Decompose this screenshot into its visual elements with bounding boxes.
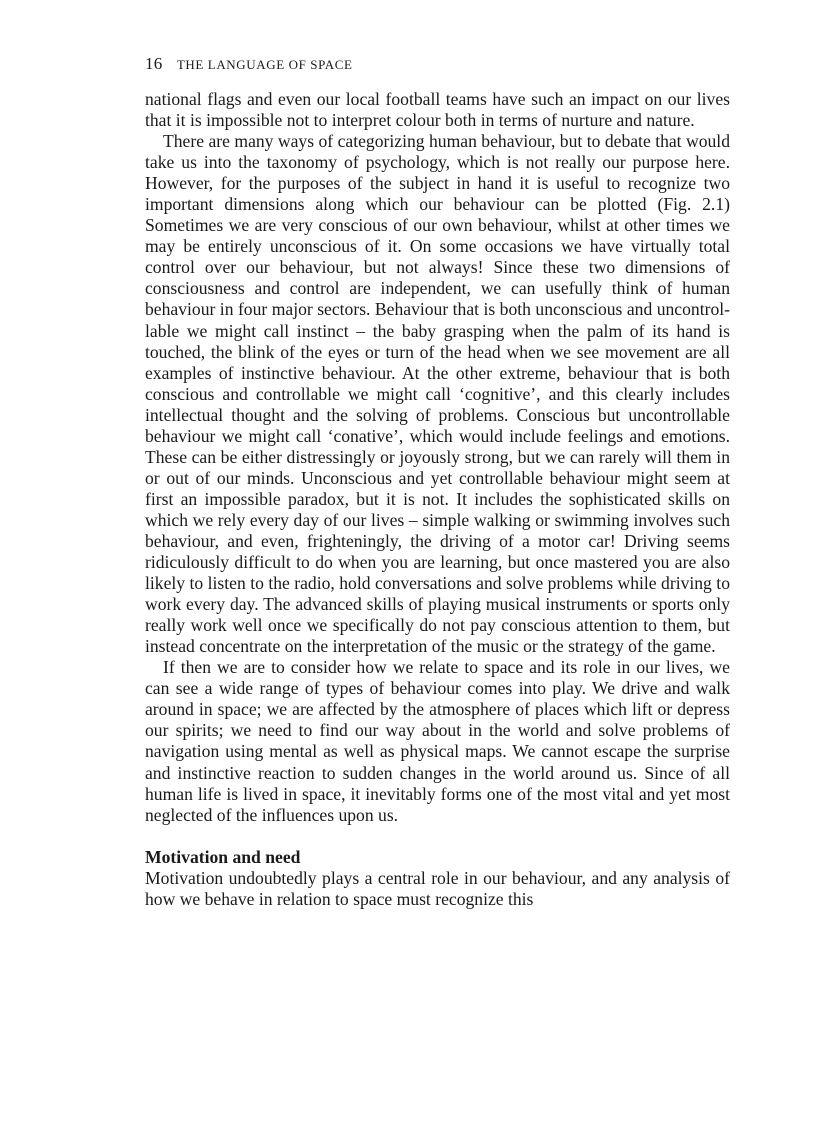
paragraph-continued: national flags and even our local football teams have such an impact on our lives that it is impossible not to interpret colour both in terms of nurture and nature.: [145, 89, 730, 131]
running-head: [145, 52, 730, 77]
book-page: [145, 52, 730, 910]
paragraph-space-behaviour: If then we are to consider how we relate to space and its role in our lives, we can see a wide range of types of behaviour comes into play. We drive and walk around in space; we are affected by the atmosphere of places which lift or depress our spirits; we need to find our way about in the world and solve problems of navigation using mental as well as physical maps. We cannot escape the surprise and instinctive reaction to sudden changes in the world around us. Since of all human life is lived in space, it inevitably forms one of the most vital and yet most neglected of the influences upon us.: [145, 657, 730, 825]
page-number: 16: [145, 54, 163, 73]
paragraph-motivation: Motivation undoubtedly plays a central role in our behaviour, and any analysis of how we behave in relation to space must recognize this: [145, 867, 730, 909]
section-heading: Motivation and need: [145, 846, 301, 867]
paragraph-behaviour-dimensions: There are many ways of categorizing human behaviour, but to debate that would take us into the taxonomy of psychology, which is not really our purpose here. However, for the purposes of the subject in hand it is useful to recognize two important dimensions along which our behaviour can be plotted (Fig. 2.1) Sometimes we are very conscious of our own behaviour, whilst at other times we may be entirely unconscious of it. On some occasions we have virtually total control over our behaviour, but not always! Since these two dimensions of consciousness and control are independent, we can usefully think of human behaviour in four major sectors. Behaviour that is both unconscious and uncontrollable we might call instinct – the baby grasping when the palm of its hand is touched, the blink of the eyes or turn of the head when we see movement are all examples of instinctive behaviour. At the other extreme, behaviour that is both conscious and controllable we might call ‘cognitive’, and this clearly includes intellectual thought and the solving of problems. Conscious but uncontrollable behaviour we might call ‘conative’, which would include feelings and emotions. These can be either distressingly or joyously strong, but we can rarely will them in or out of our minds. Unconscious and yet controllable behaviour might seem at first an impossible paradox, but it is not. It includes the sophisticated skills on which we rely every day of our lives – simple walking or swimming involves such behaviour, and even, frighteningly, the driving of a motor car! Driving seems ridiculously difficult to do when you are learning, but once mastered you are also likely to listen to the radio, hold conversations and solve problems while driving to work every day. The advanced skills of playing musical instruments or sports only really work well once we specifically do not pay conscious attention to them, but instead concentrate on the interpretation of the music or the strategy of the game.: [145, 131, 730, 657]
running-head-title: THE LANGUAGE OF SPACE: [176, 57, 353, 72]
body-text: [145, 89, 730, 910]
